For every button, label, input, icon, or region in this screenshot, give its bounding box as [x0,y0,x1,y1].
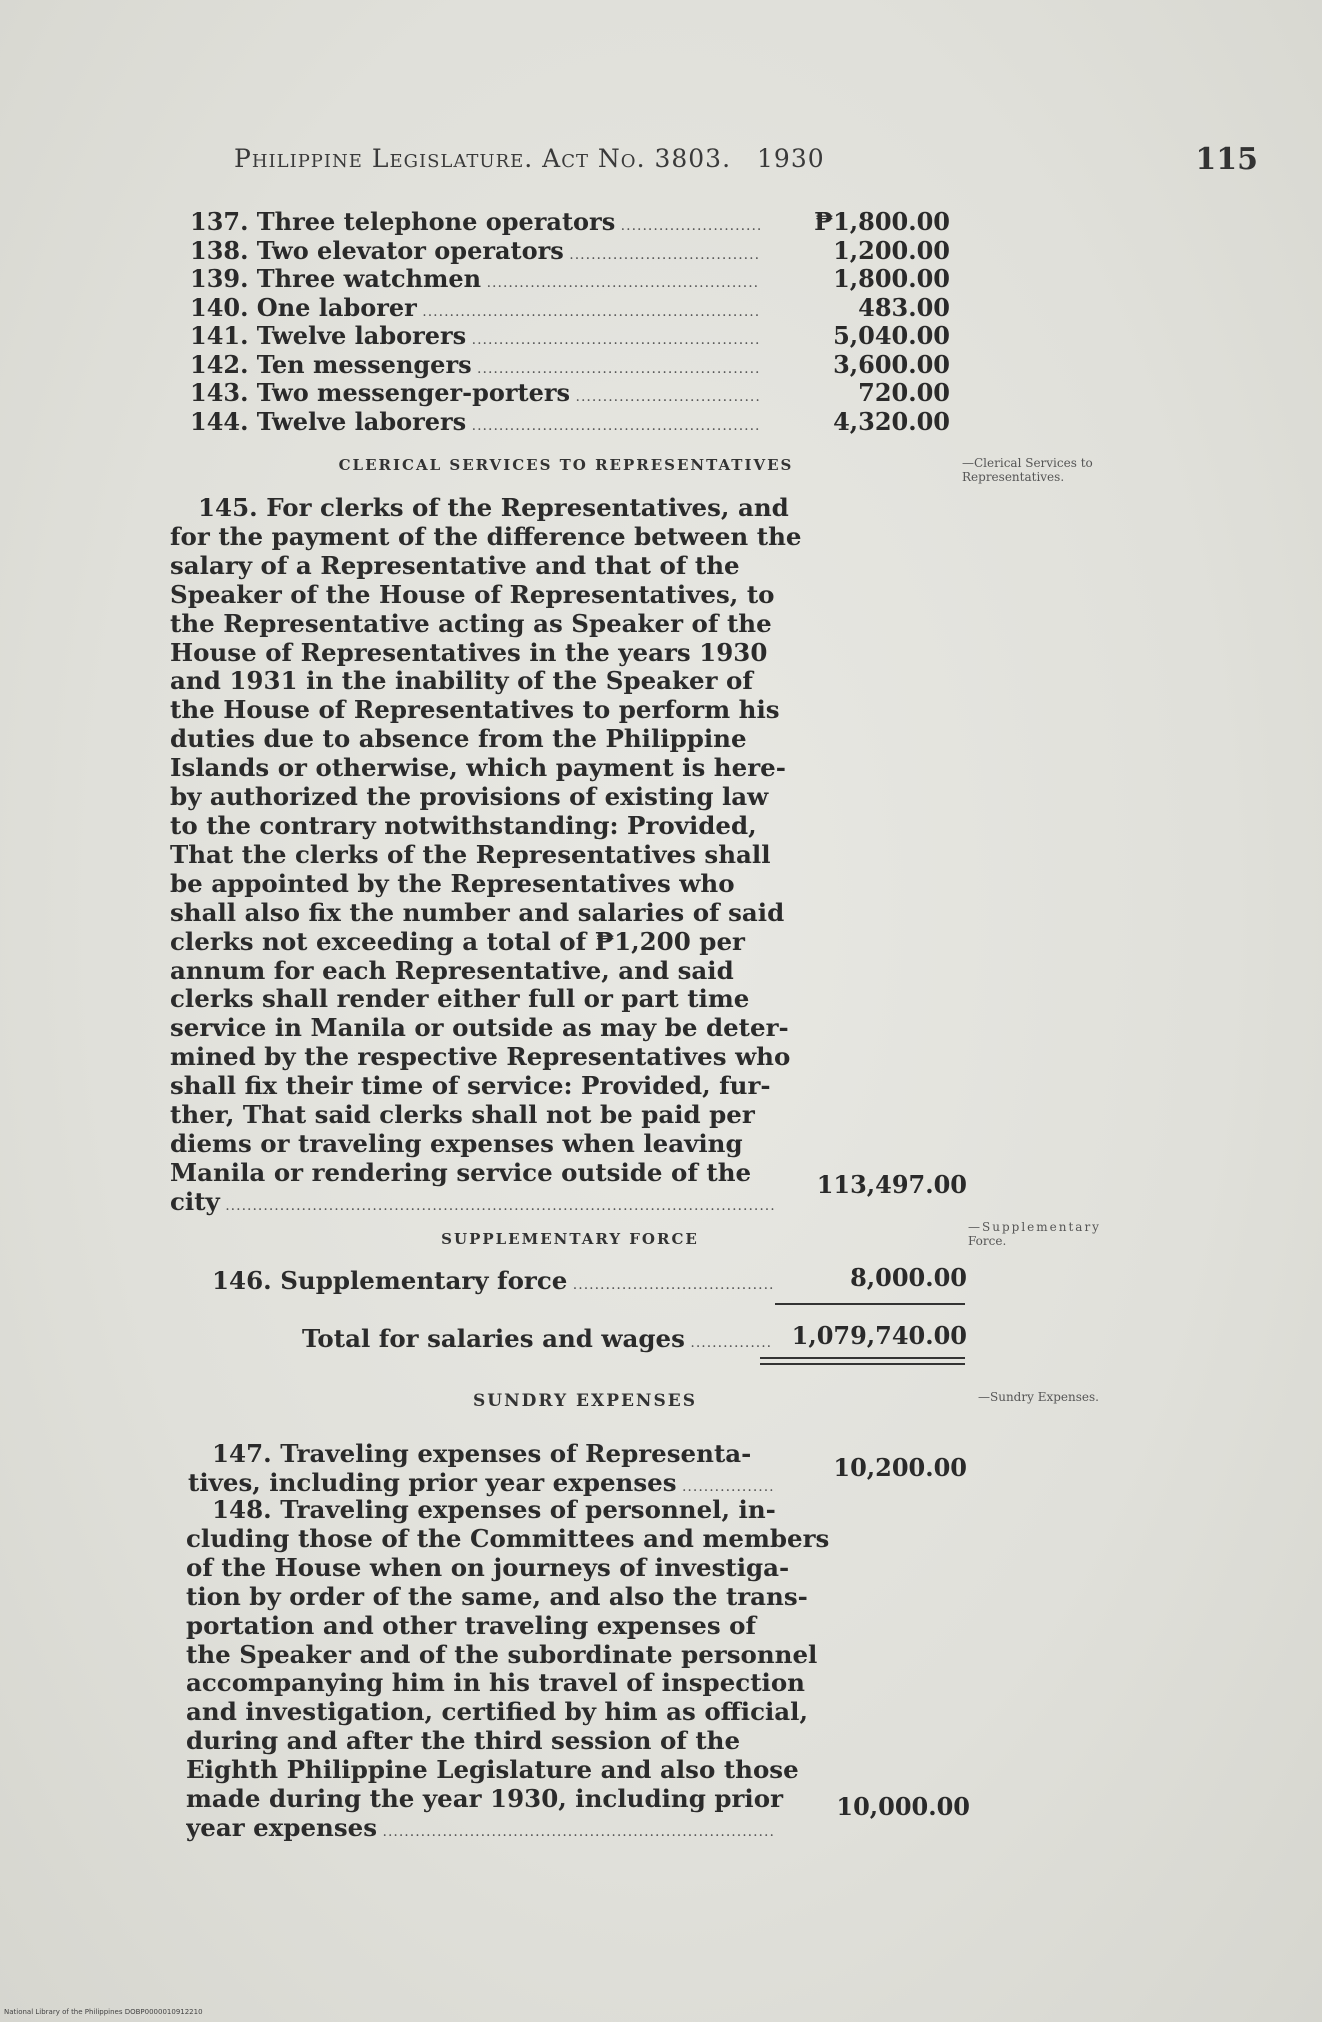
clerical-paragraph: 145. For clerks of the Representatives, and for the payment of the difference between the salary of a Representative and that of the Speaker of the House of Representatives, to the Representative acting as Speaker of the House of Representatives in the years 1930 and 1931 in the inability of the Speaker of the House of Representatives to perform his duties due to absence from the Philippine Islands or otherwise, which payment is here- by authorized the provisions of existing law to the contrary notwithstanding: Provided, That the clerks of the Representatives shall be appointed by the Representatives who shall also fix the number and salaries of said clerks not exceeding a total of ₱1,200 per annum for each Representative, and said clerks shall render either full or part time service in Manila or outside as may be deter- mined by the respective Representatives who shall fix their time of service: Provided, fur- ther, That said clerks shall not be paid per diems or traveling expenses when leaving Manila or rendering service outside of the city ..... [170,494,776,1221]
list-item: 138. Two elevator operators ..... 1,200.00 [190,237,950,266]
total-rule-bottom [760,1363,965,1365]
item-amount: 720.00 [858,378,950,407]
section-heading-supplementary: SUPPLEMENTARY FORCE [441,1230,699,1248]
list-item: 137. Three telephone operators ..... ₱1,800.00 [190,208,950,237]
margin-note-supplementary: —Supplementary Force. [968,1220,1101,1248]
page-header [234,144,1258,184]
margin-note-sundry: —Sundry Expenses. [978,1390,1099,1404]
item-amount: 1,800.00 [833,264,950,293]
item-147-amount: 10,200.00 [833,1453,967,1482]
item-amount: 483.00 [858,292,950,322]
list-item: 144. Twelve laborers ..... 4,320.00 [190,408,950,437]
supplementary-amount: 8,000.00 [850,1263,967,1292]
supplementary-item: 146. Supplementary force ..... [212,1267,774,1300]
list-item: 140. One laborer ..... 483.00 [190,294,950,323]
item-amount: ₱1,800.00 [814,207,950,236]
scan-credit: National Library of the Philippines DOBP0000010912210 [4,2008,203,2016]
item-amount: 4,320.00 [833,406,950,436]
total-rule-top [760,1357,965,1359]
subtotal-rule [775,1303,965,1305]
salary-items-list [190,208,950,436]
total-amount: 1,079,740.00 [791,1321,967,1350]
clerical-amount: 113,497.00 [816,1170,967,1199]
list-item: 139. Three watchmen ..... 1,800.00 [190,265,950,294]
item-amount: 3,600.00 [833,349,950,379]
margin-note-clerical: —Clerical Services to Representatives. [962,456,1093,484]
total-label: Total for salaries and wages ..... [302,1325,772,1358]
list-item: 143. Two messenger-porters ..... 720.00 [190,379,950,408]
item-amount: 1,200.00 [833,235,950,265]
section-heading-clerical: CLERICAL SERVICES TO REPRESENTATIVES [338,456,794,474]
list-item: 142. Ten messengers ..... 3,600.00 [190,351,950,380]
running-head-year: 1930 [757,144,825,173]
item-amount: 5,040.00 [833,321,950,350]
section-heading-sundry: SUNDRY EXPENSES [473,1391,697,1411]
item-148-amount: 10,000.00 [836,1792,970,1821]
item-147-paragraph: 147. Traveling expenses of Representa- tives, including prior year expenses ..... [188,1440,776,1502]
running-head: Philippine Legislature. Act No. 3803. 1930 [234,144,825,173]
item-148-paragraph: 148. Traveling expenses of personnel, in- cluding those of the Committees and members of the House when on journeys of investiga- tion by order of the same, and also the trans- portation and other traveling expenses of the Speaker and of the subordinate personnel accompanying him in his travel of inspection and investigation, certified by him as official, during and after the third session of the Eighth Philippine Legislature and also those made during the year 1930, including prior year expenses ..... [186,1496,776,1847]
page-number: 115 [1195,142,1258,177]
list-item: 141. Twelve laborers ..... 5,040.00 [190,322,950,351]
